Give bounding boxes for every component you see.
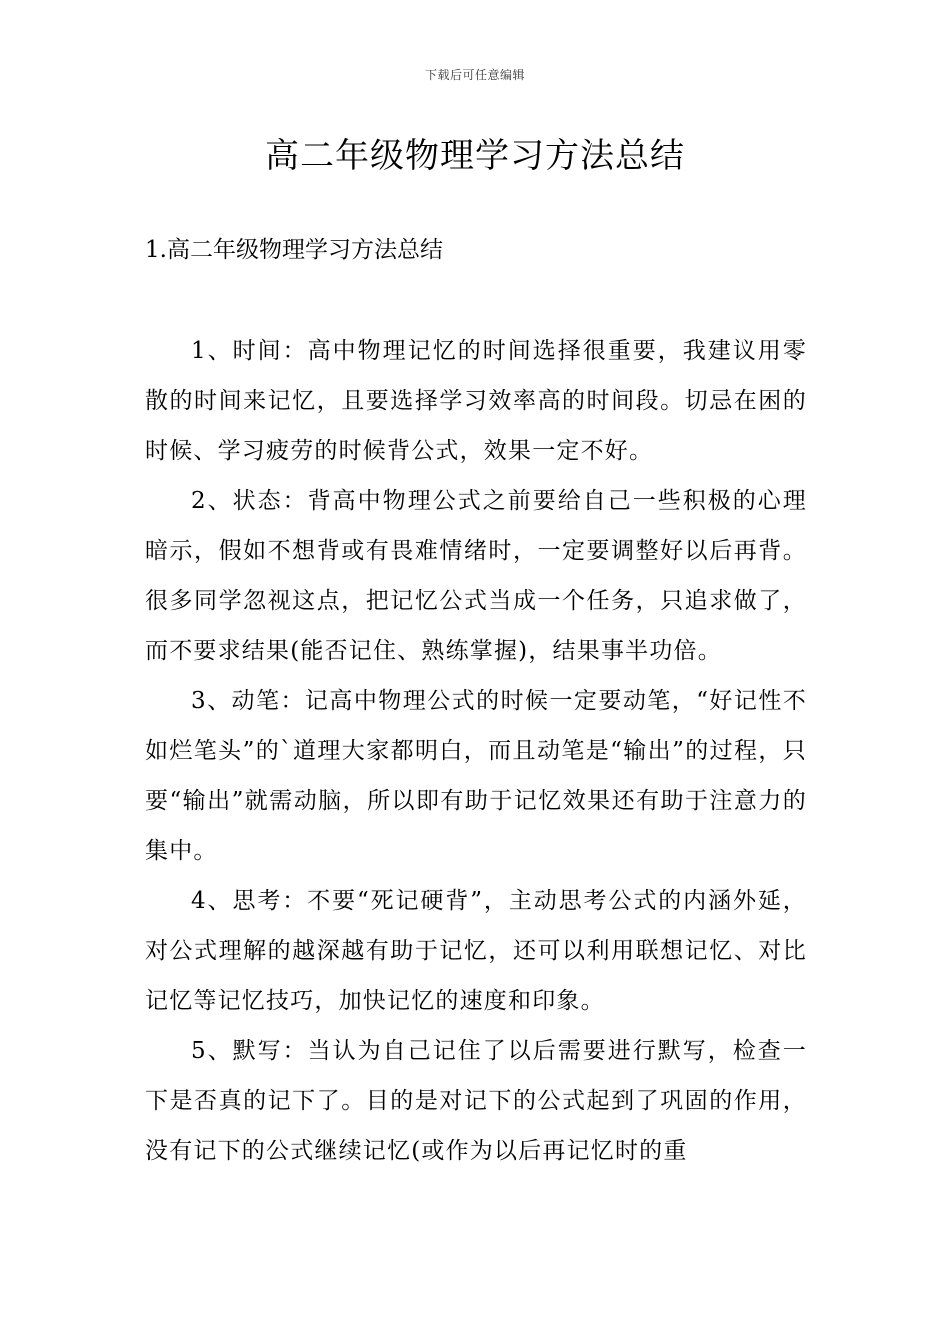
- document-title: 高二年级物理学习方法总结: [265, 136, 685, 176]
- paragraph-time: 1、时间：高中物理记忆的时间选择很重要，我建议用零散的时间来记忆，且要选择学习效率高的时间段。切忌在困的时候、学习疲劳的时候背公式，效果一定不好。: [145, 338, 807, 464]
- paragraph-write: 3、动笔：记高中物理公式的时候一定要动笔，“好记性不如烂笔头”的`道理大家都明白，而且动笔是“输出”的过程，只要“输出”就需动脑，所以即有助于记忆效果还有助于注意力的集中。: [145, 688, 807, 864]
- document-body: [145, 326, 807, 1176]
- paragraph-state: 2、状态：背高中物理公式之前要给自己一些积极的心理暗示，假如不想背或有畏难情绪时，一定要调整好以后再背。很多同学忽视这点，把记忆公式当成一个任务，只追求做了，而不要求结果(能否记住、熟练掌握)，结果事半功倍。: [145, 488, 807, 664]
- section-heading: 1.高二年级物理学习方法总结: [145, 237, 443, 263]
- paragraph-think: 4、思考：不要“死记硬背”，主动思考公式的内涵外延，对公式理解的越深越有助于记忆，还可以利用联想记忆、对比记忆等记忆技巧，加快记忆的速度和印象。: [145, 888, 807, 1014]
- paragraph-dictation: 5、默写：当认为自己记住了以后需要进行默写，检查一下是否真的记下了。目的是对记下的公式起到了巩固的作用，没有记下的公式继续记忆(或作为以后再记忆时的重: [145, 1038, 807, 1164]
- header-note: 下载后可任意编辑: [424, 68, 525, 82]
